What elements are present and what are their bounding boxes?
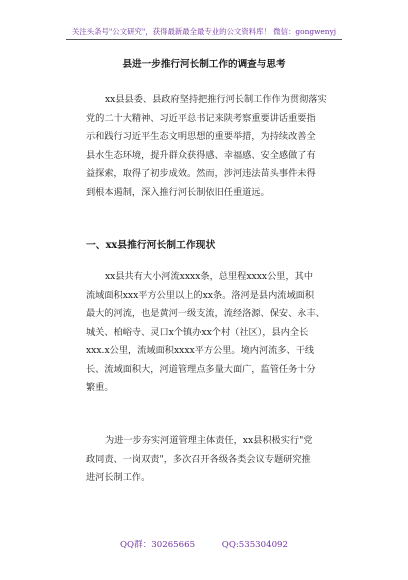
text-line: xx县县委、县政府坚持把推行河长制工作作为贯彻落实 bbox=[105, 94, 327, 105]
text-line: xx县共有大小河流xxxx条，总里程xxxx公里，其中 bbox=[105, 271, 314, 282]
footer-qq-group: QQ群：30265665 bbox=[120, 540, 196, 550]
footer-qq-contact: QQ:535304092 bbox=[221, 540, 288, 550]
text-line: 最大的河流，也是黄河一级支流，流经洛源、保安、永丰、 bbox=[86, 308, 325, 319]
section-heading: 一、xx县推行河长制工作现状 bbox=[86, 240, 216, 251]
paragraph-status bbox=[86, 268, 326, 398]
text-line: 为进一步夯实河道管理主体责任，xx县积极实行"党 bbox=[105, 435, 313, 446]
document-title: 县进一步推行河长制工作的调查与思考 bbox=[122, 59, 286, 70]
text-line: xxx.x公里，流域面积xxxx平方公里。境内河流多、干线 bbox=[86, 345, 315, 356]
text-line: 到根本遏制，深入推行河长制依旧任重道远。 bbox=[86, 186, 270, 198]
text-line: 县水生态环境，提升群众获得感、幸福感、安全感做了有 bbox=[86, 149, 316, 161]
text-line: 示和践行习近平生态文明思想的重要举措，为持续改善全 bbox=[86, 131, 316, 142]
text-line: 城关、柏峪寺、灵口x个镇办xx个村（社区），县内全长 bbox=[86, 326, 309, 338]
text-line: 政同责、一岗双责"，多次召开各级各类会议专题研究推 bbox=[86, 453, 311, 465]
page-footer bbox=[0, 538, 408, 550]
paragraph-measures bbox=[86, 432, 326, 488]
text-line: 流域面积xxx平方公里以上的xx条。洛河是县内流域面积 bbox=[86, 289, 315, 301]
paragraph-intro bbox=[86, 91, 326, 202]
page-header: 关注头条号"公文研究"，获得最新最全最专业的公文资料库！ 微信：gongwenyj bbox=[71, 27, 337, 36]
text-line: 进河长制工作。 bbox=[86, 472, 151, 483]
text-line: 长、流域面积大，河道管理点多量大面广，监管任务十分 bbox=[86, 363, 316, 375]
text-line: 党的二十大精神、习近平总书记来陕考察重要讲话重要指 bbox=[86, 112, 316, 124]
header-divider bbox=[66, 39, 342, 40]
text-line: 繁重。 bbox=[86, 382, 114, 393]
text-line: 益探索，取得了初步成效。然而，涉河违法苗头事件未得 bbox=[86, 168, 316, 179]
